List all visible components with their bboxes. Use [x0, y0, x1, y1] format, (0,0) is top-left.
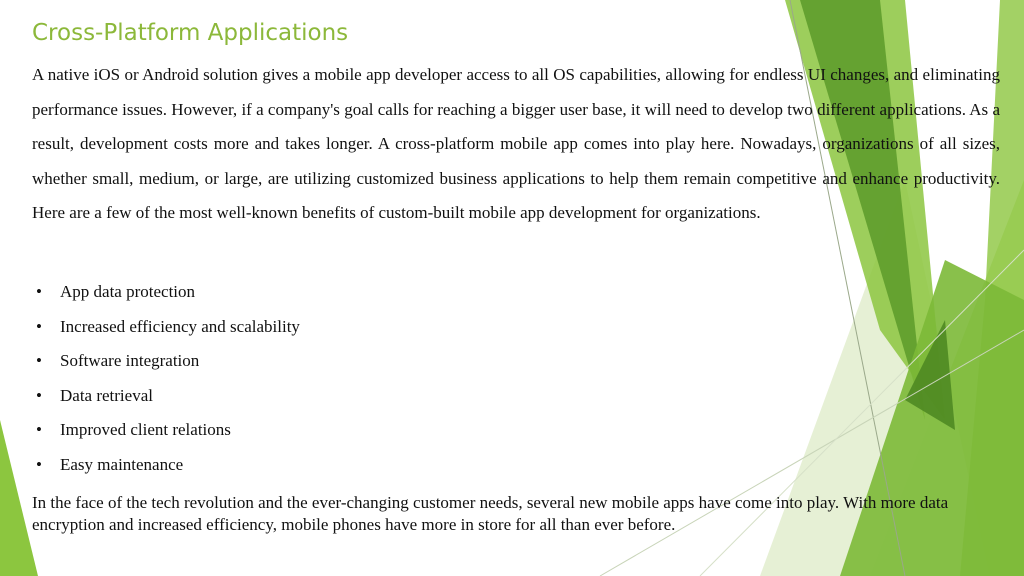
- list-item: [32, 413, 300, 448]
- bullet-icon: •: [36, 420, 42, 440]
- benefits-list: [32, 275, 300, 483]
- closing-paragraph: In the face of the tech revolution and the ever-changing customer needs, several new mobile apps have come into play. With more data encryption and increased efficiency, mobile phones have more in store for all than ever before.: [32, 493, 949, 534]
- intro-paragraph: A native iOS or Android solution gives a mobile app developer access to all OS capabilities, allowing for endless UI changes, and eliminating performance issues. However, if a company's goal calls for reaching a bigger user base, it will need to develop two different applications. As a result, development costs more and takes longer. A cross-platform mobile app comes into play here. Nowadays, organizations of all sizes, whether small, medium, or large, are utilizing customized business applications to help them remain competitive and enhance productivity. Here are a few of the most well-known benefits of custom-built mobile app development for organizations.: [32, 65, 1000, 223]
- list-item-label: App data protection: [60, 282, 196, 301]
- list-item-label: Software integration: [60, 351, 200, 371]
- bullet-icon: •: [36, 385, 42, 405]
- bullet-icon: •: [36, 316, 42, 336]
- list-item: [32, 275, 300, 310]
- list-item-label: Improved client relations: [60, 420, 231, 440]
- bullet-icon: •: [36, 351, 42, 371]
- list-item-label: Easy maintenance: [60, 454, 184, 474]
- list-item: [32, 448, 300, 483]
- list-item-label: Data retrieval: [60, 385, 153, 405]
- slide-title: Cross-Platform Applications: [32, 20, 349, 46]
- list-item-label: Increased efficiency and scalability: [60, 316, 300, 336]
- bullet-icon: •: [36, 454, 42, 474]
- list-item: [32, 379, 300, 414]
- list-item: [32, 344, 300, 379]
- bullet-icon: •: [36, 282, 42, 301]
- list-item: [32, 310, 300, 345]
